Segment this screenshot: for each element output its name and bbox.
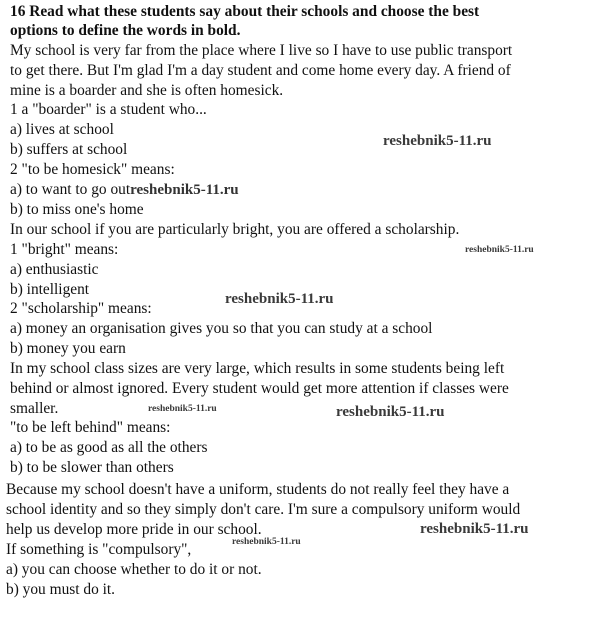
text-line: help us develop more pride in our school. [6,521,262,538]
question-line: If something is "compulsory", [6,541,192,558]
option-line: a) to be as good as all the others [10,439,208,456]
watermark-text: reshebnik5-11.ru [383,133,492,149]
watermark-text: reshebnik5-11.ru [232,537,301,547]
option-line: b) suffers at school [10,141,128,158]
text-line: smaller. [10,400,59,417]
option-line: b) money you earn [10,340,126,357]
option-line: a) enthusiastic [10,261,99,278]
text-line: to get there. But I'm glad I'm a day student and come home every day. A friend of [10,62,511,79]
title-line-1: 16 Read what these students say about their schools and choose the best [10,3,480,20]
question-line: 2 "to be homesick" means: [10,161,175,178]
option-line: a) you can choose whether to do it or not. [6,561,262,578]
watermark-text: reshebnik5-11.ru [336,404,445,420]
text-line: mine is a boarder and she is often homesick. [10,82,284,99]
watermark-text: reshebnik5-11.ru [148,404,217,414]
option-line: b) you must do it. [6,581,116,598]
title-line-2: options to define the words in bold. [10,22,241,39]
text-line: In our school if you are particularly bright, you are offered a scholarship. [10,221,460,238]
text-line: school identity and so they simply don't care. I'm sure a compulsory uniform would [6,501,521,518]
option-line: b) to be slower than others [10,459,174,476]
option-line: a) lives at school [10,121,114,138]
question-line: 1 a "boarder" is a student who... [10,101,207,118]
question-line: "to be left behind" means: [10,419,171,436]
watermark-text: reshebnik5-11.ru [130,182,239,198]
option-line: b) intelligent [10,281,90,298]
watermark-text: reshebnik5-11.ru [225,291,334,307]
option-line: b) to miss one's home [10,201,144,218]
question-line: 2 "scholarship" means: [10,300,152,317]
question-line: 1 "bright" means: [10,241,119,258]
watermark-text: reshebnik5-11.ru [420,521,529,537]
watermark-text: reshebnik5-11.ru [465,245,534,255]
text-line: My school is very far from the place where I live so I have to use public transport [10,42,513,59]
option-line: a) money an organisation gives you so that you can study at a school [10,320,433,337]
option-line-with-watermark [10,180,239,200]
option-text: a) to want to go out [10,181,131,198]
text-line: behind or almost ignored. Every student would get more attention if classes were [10,380,509,397]
text-line: In my school class sizes are very large, which results in some students being left [10,360,505,377]
text-line: Because my school doesn't have a uniform, students do not really feel they have a [6,481,510,498]
